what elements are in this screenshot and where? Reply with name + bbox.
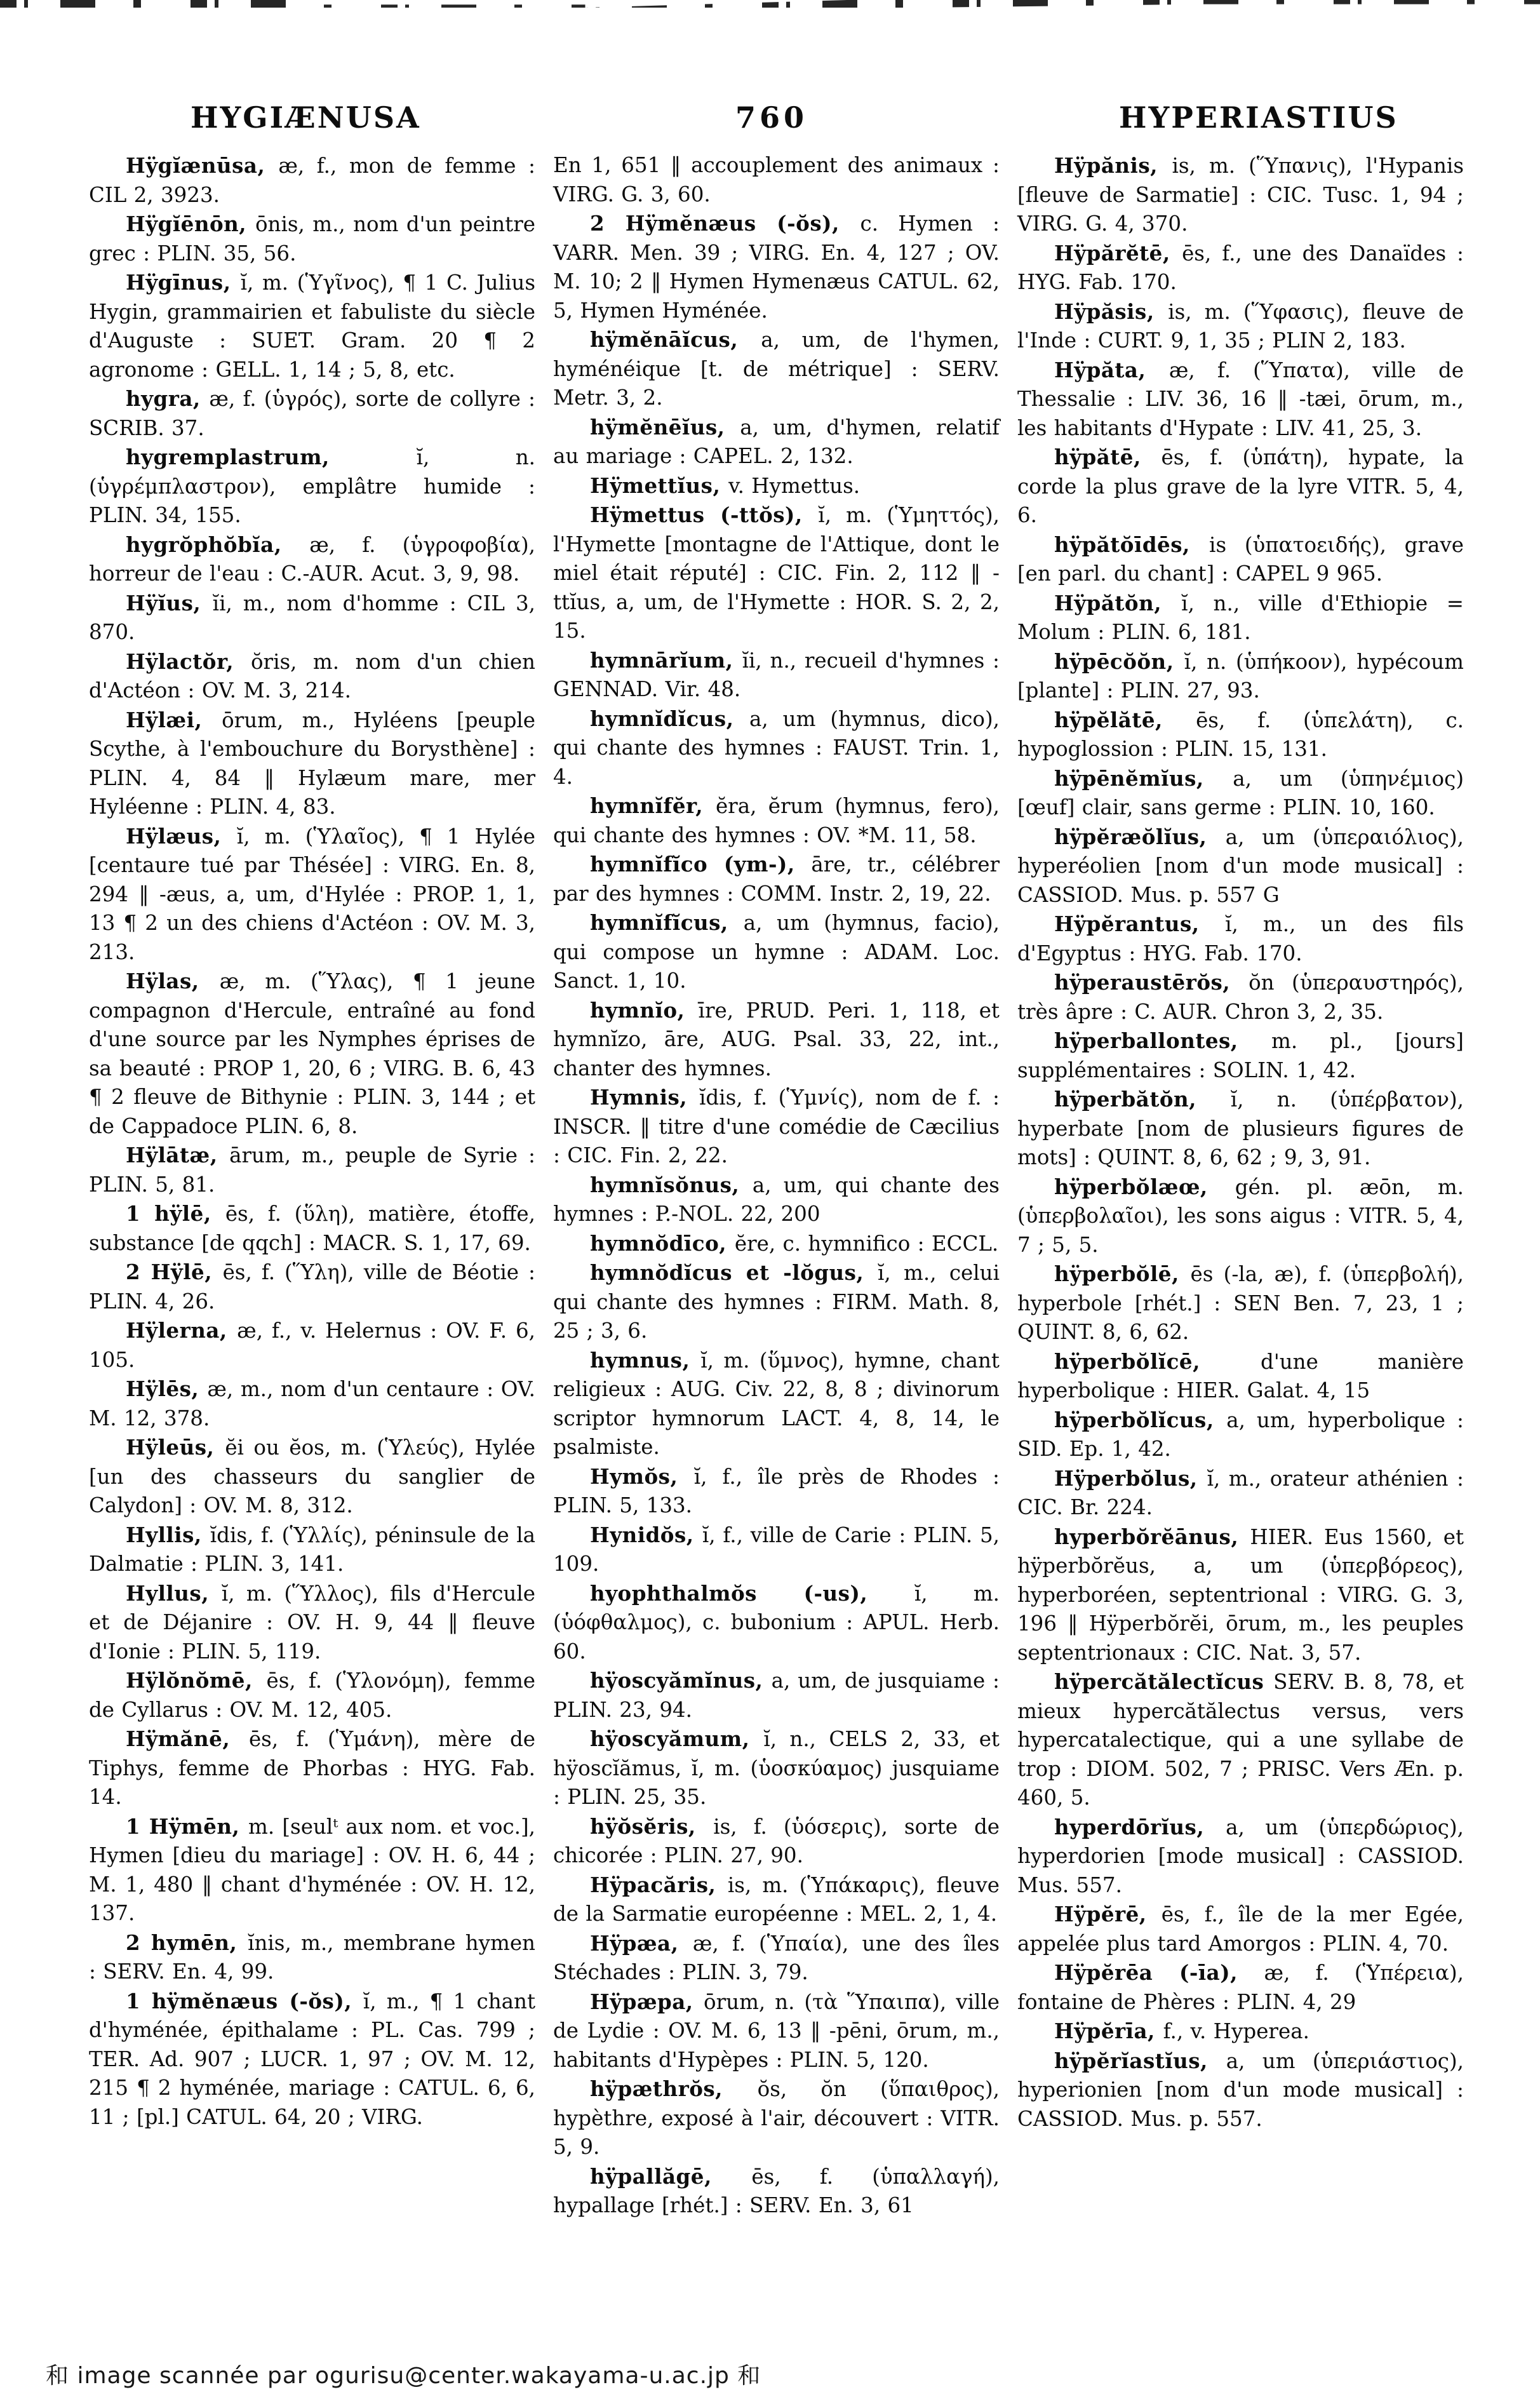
entry-headword: hÿpercătălectĭcus	[1054, 1669, 1274, 1694]
entry-headword: hymnŏdīco,	[590, 1230, 735, 1256]
entry-headword: 1 hÿlē,	[126, 1201, 225, 1226]
dictionary-entry: hÿpēnĕmĭus, a, um (ὑπηνέμιος) [œuf] clair, sans germe : PLIN. 10, 160.	[1017, 765, 1464, 819]
dictionary-entry: Hÿlæus, ĭ, m. (Ὑλαῖος), ¶ 1 Hylée [centaure tué par Thésée] : VIRG. En. 8, 294 ‖ -æus, a, um, d'Hylée : PROP. 1, 1, 13 ¶ 2 un des chiens d'Actéon : OV. M. 3, 213.	[89, 823, 536, 964]
entry-headword: Hÿgĭēnōn,	[126, 212, 255, 236]
entry-headword: Hÿpăsis,	[1054, 299, 1168, 324]
dictionary-entry: Hÿgīnus, ĭ, m. (Ὑγῖνος), ¶ 1 C. Julius Hygin, grammairien et fabuliste du siècle d'Auguste : SUET. Gram. 20 ¶ 2 agronome : GELL. 1, 14 ; 5, 8, etc.	[89, 270, 535, 382]
dictionary-entry: hÿpallăgē, ēs, f. (ὑπαλλαγή), hypallage [rhét.] : SERV. En. 3, 61	[553, 2163, 1000, 2217]
dictionary-entry: hÿpĕlătē, ēs, f. (ὑπελάτη), c. hypoglossion : PLIN. 15, 131.	[1017, 707, 1464, 761]
entry-headword: hÿpĕrĭastĭus,	[1054, 2048, 1226, 2073]
entry-headword: hÿmĕnēĭus,	[590, 414, 740, 440]
clipped-print-fragments	[0, 0, 1540, 8]
entry-headword: Hÿlas,	[126, 969, 220, 993]
dictionary-entry: hymnĭsŏnus, a, um, qui chante des hymnes : P.-NOL. 22, 200	[553, 1172, 1000, 1226]
dictionary-entry: Hÿpăsis, is, m. (Ὕφασις), fleuve de l'Inde : CURT. 9, 1, 35 ; PLIN 2, 183.	[1017, 299, 1464, 353]
dictionary-entry: hÿpătē, ēs, f. (ὑπάτη), hypate, la corde la plus grave de la lyre VITR. 5, 4, 6.	[1017, 445, 1464, 527]
dictionary-entry: Hyllus, ĭ, m. (Ὕλλος), fils d'Hercule et de Déjanire : OV. H. 9, 44 ‖ fleuve d'Ionie : PLIN. 5, 119.	[89, 1580, 535, 1663]
entry-headword: hymnus,	[590, 1347, 701, 1373]
dictionary-entry: Hÿpĕrantus, ĭ, m., un des fils d'Egyptus : HYG. Fab. 170.	[1017, 911, 1464, 965]
entry-headword: hÿmĕnāĭcus,	[590, 327, 761, 352]
dictionary-entry: Hÿpăta, æ, f. (Ὕπατα), ville de Thessalie : LIV. 36, 16 ‖ -tæi, ōrum, m., les habitants d'Hypate : LIV. 41, 25, 3.	[1017, 357, 1464, 440]
entry-headword: hymnĭfĭcus,	[590, 910, 744, 935]
entry-headword: hÿperbŏlē,	[1054, 1261, 1191, 1286]
entry-headword: hÿpĕræŏlĭus,	[1054, 824, 1226, 849]
entry-headword: Hÿpĕrantus,	[1054, 911, 1226, 936]
dictionary-entry: Hÿlæi, ōrum, m., Hyléens [peuple Scythe, à l'embouchure du Borysthène] : PLIN. 4, 84 ‖ Hylæum mare, mer Hyléenne : PLIN. 4, 83.	[89, 707, 535, 819]
entry-headword: hyperdōrĭus,	[1054, 1814, 1226, 1839]
dictionary-entry: hymnĭfĕr, ĕra, ĕrum (hymnus, fero), qui chante des hymnes : OV. *M. 11, 58.	[553, 793, 1000, 847]
entry-headword: Hyllis,	[126, 1522, 210, 1547]
entry-headword: Hÿlātæ,	[126, 1143, 230, 1167]
entry-headword: hymnĭdĭcus,	[590, 706, 749, 731]
dictionary-entry: Hÿpacăris, is, m. (Ὑπάκαρις), fleuve de la Sarmatie européenne : MEL. 2, 1, 4.	[553, 1872, 1000, 1926]
header-page-number: 760	[735, 100, 808, 135]
dictionary-entry: hÿpercătălectĭcus SERV. B. 8, 78, et mieux hypercătălectus versus, vers hypercatalectique, qui a une syllabe de trop : DIOM. 502, 7 ; PRISC. Vers Æn. p. 460, 5.	[1017, 1669, 1464, 1810]
dictionary-entry: hymnus, ĭ, m. (ὕμνος), hymne, chant religieux : AUG. Civ. 22, 8, 8 ; divinorum scriptor hymnorum LACT. 4, 8, 14, le psalmiste.	[553, 1347, 1000, 1459]
entry-headword: Hÿgīnus,	[126, 270, 241, 295]
dictionary-entry: Hÿlŏnŏmē, ēs, f. (Ὑλονόμη), femme de Cyllarus : OV. M. 12, 405.	[89, 1668, 535, 1722]
header-left-guideword: HYGIÆNUSA	[191, 100, 421, 135]
dictionary-entry: hÿoscyămĭnus, a, um, de jusquiame : PLIN. 23, 94.	[553, 1668, 1000, 1722]
entry-headword: 2 hymēn,	[126, 1930, 248, 1955]
entry-headword: Hÿmănē,	[126, 1726, 249, 1751]
dictionary-entry: hymnŏdīco, ĕre, c. hymnifico : ECCL.	[590, 1230, 999, 1256]
dictionary-entry: En 1, 651 ‖ accouplement des animaux : VIRG. G. 3, 60.	[553, 153, 1000, 206]
entry-headword: 1 hÿmĕnæus (-ŏs),	[126, 1988, 363, 2013]
dictionary-entry: hÿperballontes, m. pl., [jours] supplémentaires : SOLIN. 1, 42.	[1017, 1028, 1464, 1082]
dictionary-entry: hyophthalmŏs (-us), ĭ, m. (ὑόφθαλμος), c. bubonium : APUL. Herb. 60.	[553, 1580, 1000, 1663]
dictionary-entry: Hÿleūs, ĕi ou ĕos, m. (Ὑλεύς), Hylée [un des chasseurs du sanglier de Calydon] : OV. M. 8, 312.	[89, 1435, 536, 1517]
dictionary-column-3	[1017, 151, 1464, 2221]
dictionary-entry: 1 Hÿmēn, m. [seulᵗ aux nom. et voc.], Hymen [dieu du mariage] : OV. H. 6, 44 ; M. 1, 480 ‖ chant d'hyménée : OV. H. 12, 137.	[89, 1813, 536, 1925]
entry-headword: 1 Hÿmēn,	[126, 1813, 249, 1839]
dictionary-entry: hÿpēcŏŏn, ĭ, n. (ὑπήκοον), hypécoum [plante] : PLIN. 27, 93.	[1017, 649, 1464, 702]
dictionary-entry: hÿperbŏlæœ, gén. pl. æōn, m. (ὑπερβολαῖοι), les sons aigus : VITR. 5, 4, 7 ; 5, 5.	[1017, 1174, 1464, 1257]
entry-headword: Hÿperbŏlus,	[1054, 1465, 1207, 1491]
entry-headword: hygra,	[126, 386, 210, 411]
entry-headword: Hÿpĕrē,	[1054, 1902, 1162, 1926]
entry-headword: hymnĭfĭco (ym-),	[590, 852, 812, 877]
entry-headword: hÿoscyămĭnus,	[590, 1668, 772, 1693]
dictionary-entry: Hÿlēs, æ, m., nom d'un centaure : OV. M. 12, 378.	[89, 1376, 535, 1430]
dictionary-entry: 1 hÿmĕnæus (-ŏs), ĭ, m., ¶ 1 chant d'hyménée, épithalame : PL. Cas. 799 ; TER. Ad. 907 ; LUCR. 1, 97 ; OV. M. 12, 215 ¶ 2 hyménée, mariage : CATUL. 6, 6, 11 ; [pl.] CATUL. 64, 20 ; VIRG.	[89, 1988, 536, 2129]
entry-headword: Hÿlæi,	[126, 707, 222, 732]
dictionary-entry: hymnĭfĭcus, a, um (hymnus, facio), qui compose un hymne : ADAM. Loc. Sanct. 1, 10.	[553, 910, 1000, 993]
entry-headword: hÿpătē,	[1054, 445, 1162, 469]
dictionary-entry: Hÿpănis, is, m. (Ὕπανις), l'Hypanis [fleuve de Sarmatie] : CIC. Tusc. 1, 94 ; VIRG. G. 4, 370.	[1017, 153, 1464, 236]
dictionary-entry: Hÿpæpa, ōrum, n. (τὰ Ὕπαιπα), ville de Lydie : OV. M. 6, 13 ‖ -pēni, ōrum, m., habitants d'Hypèpes : PLIN. 5, 120.	[553, 1989, 1000, 2072]
entry-headword: hymnŏdĭcus et -lŏgus,	[590, 1260, 878, 1285]
dictionary-entry: hymnārĭum, ĭi, n., recueil d'hymnes : GENNAD. Vir. 48.	[553, 647, 1000, 701]
entry-headword: hymnĭsŏnus,	[590, 1172, 753, 1197]
entry-headword: Hÿpĕrīa,	[1054, 2019, 1163, 2043]
dictionary-entry: Hÿlerna, æ, f., v. Helernus : OV. F. 6, 105.	[89, 1318, 535, 1372]
entry-headword: Hÿlerna,	[126, 1318, 238, 1343]
dictionary-entry: hÿŏsĕris, is, f. (ὑόσερις), sorte de chicorée : PLIN. 27, 90.	[553, 1813, 1000, 1867]
dictionary-entry: hÿpæthrŏs, ŏs, ŏn (ὕπαιθρος), hypèthre, exposé à l'air, découvert : VITR. 5, 9.	[553, 2076, 1000, 2159]
entry-headword: hÿpæthrŏs,	[590, 2076, 758, 2101]
entry-headword: Hÿĭus,	[126, 590, 213, 615]
entry-headword: Hÿpănis,	[1054, 153, 1172, 178]
entry-headword: hÿoscyămum,	[590, 1726, 764, 1751]
dictionary-entry: 2 Hÿmĕnæus (-ŏs), c. Hymen : VARR. Men. 39 ; VIRG. En. 4, 127 ; OV. M. 10; 2 ‖ Hymen Hymenæus CATUL. 62, 5, Hymen Hyménée.	[553, 211, 1000, 323]
entry-headword: Hÿlactŏr,	[126, 649, 251, 674]
entry-headword: hÿpătŏīdēs,	[1054, 532, 1210, 557]
dictionary-columns	[89, 151, 1464, 2221]
dictionary-entry: Hÿperbŏlus, ĭ, m., orateur athénien : CIC. Br. 224.	[1017, 1465, 1464, 1519]
dictionary-entry: hymnĭfĭco (ym-), āre, tr., célébrer par des hymnes : COMM. Instr. 2, 19, 22.	[553, 852, 1000, 906]
entry-headword: Hÿpătŏn,	[1054, 590, 1182, 615]
entry-headword: hÿpēcŏŏn,	[1054, 649, 1184, 674]
entry-headword: 2 Hÿlē,	[126, 1260, 223, 1284]
dictionary-entry: Hÿpărĕtē, ēs, f., une des Danaïdes : HYG. Fab. 170.	[1017, 240, 1464, 294]
entry-headword: hyophthalmŏs (-us),	[590, 1580, 914, 1606]
dictionary-entry: hÿperbŏlĭcus, a, um, hyperbolique : SID. Ep. 1, 42.	[1017, 1407, 1464, 1461]
dictionary-entry: hÿperbŏlē, ēs (-la, æ), f. (ὑπερβολή), hyperbole [rhét.] : SEN Ben. 7, 23, 1 ; QUINT. 8, 6, 62.	[1017, 1261, 1464, 1344]
dictionary-entry: Hÿgĭēnōn, ōnis, m., nom d'un peintre grec : PLIN. 35, 56.	[89, 212, 535, 265]
dictionary-entry: hygra, æ, f. (ὑγρός), sorte de collyre : SCRIB. 37.	[89, 386, 535, 440]
dictionary-entry: Hÿpĕrīa, f., v. Hyperea.	[1054, 2019, 1309, 2043]
entry-headword: Hynidŏs,	[590, 1522, 702, 1547]
dictionary-entry: Hÿmettus (-ttŏs), ĭ, m. (Ὑμηττός), l'Hymette [montagne de l'Attique, dont le miel était réputé] : CIC. Fin. 2, 112 ‖ -ttĭus, a, um, de l'Hymette : HOR. S. 2, 2, 15.	[553, 502, 1000, 643]
dictionary-entry: hymnĭdĭcus, a, um (hymnus, dico), qui chante des hymnes : FAUST. Trin. 1, 4.	[553, 706, 1000, 789]
entry-headword: hÿperbŏlĭcē,	[1054, 1348, 1261, 1374]
entry-headword: Hÿpărĕtē,	[1054, 240, 1182, 265]
dictionary-entry: 1 hÿlē, ēs, f. (ὕλη), matière, étoffe, substance [de qqch] : MACR. S. 1, 17, 69.	[89, 1201, 535, 1255]
dictionary-entry: Hynidŏs, ĭ, f., ville de Carie : PLIN. 5, 109.	[553, 1522, 1000, 1576]
entry-headword: Hÿpæa,	[590, 1930, 693, 1956]
entry-headword: Hÿpĕrēa (-īa),	[1054, 1960, 1264, 1985]
dictionary-entry: Hyllis, ĭdis, f. (Ὑλλίς), péninsule de la Dalmatie : PLIN. 3, 141.	[89, 1522, 535, 1576]
dictionary-entry: Hÿpĕrē, ēs, f., île de la mer Egée, appelée plus tard Amorgos : PLIN. 4, 70.	[1017, 1902, 1464, 1956]
dictionary-entry: hÿperbŏlĭcē, d'une manière hyperbolique : HIER. Galat. 4, 15	[1017, 1348, 1464, 1402]
dictionary-entry: hÿpĕrĭastĭus, a, um (ὑπεριάστιος), hyperionien [nom d'un mode musical] : CASSIOD. Mus. p. 557.	[1017, 2048, 1464, 2131]
entry-headword: Hÿgĭænūsa,	[126, 153, 279, 178]
entry-headword: Hÿlæus,	[126, 823, 237, 849]
entry-headword: hygremplastrum,	[126, 445, 417, 469]
entry-headword: hÿpallăgē,	[590, 2163, 752, 2189]
dictionary-entry: 2 hymēn, ĭnis, m., membrane hymen : SERV. En. 4, 99.	[89, 1930, 535, 1984]
entry-headword: hÿperbătŏn,	[1054, 1087, 1231, 1112]
dictionary-column-1	[89, 151, 535, 2221]
dictionary-entry: hÿperaustērŏs, ŏn (ὑπεραυστηρός), très âpre : C. AUR. Chron 3, 2, 35.	[1017, 970, 1464, 1024]
entry-headword: 2 Hÿmĕnæus (-ŏs),	[590, 211, 860, 236]
dictionary-entry: hÿpătŏīdēs, is (ὑπατοειδής), grave [en parl. du chant] : CAPEL 9 965.	[1017, 532, 1464, 586]
dictionary-entry: Hÿlātæ, ārum, m., peuple de Syrie : PLIN. 5, 81.	[89, 1143, 535, 1197]
entry-headword: Hÿpacăris,	[590, 1872, 728, 1897]
entry-headword: Hymŏs,	[590, 1463, 694, 1489]
entry-headword: hÿpĕlătē,	[1054, 707, 1196, 732]
dictionary-column-2	[553, 151, 1000, 2221]
dictionary-entry: hÿoscyămum, ĭ, n., CELS 2, 33, et hÿoscĭămus, ĭ, m. (ὑοσκύαμος) jusquiame : PLIN. 25, 35.	[553, 1726, 1000, 1809]
dictionary-entry: Hÿpătŏn, ĭ, n., ville d'Ethiopie = Molum : PLIN. 6, 181.	[1017, 590, 1464, 644]
dictionary-entry: hÿperbătŏn, ĭ, n. (ὑπέρβατον), hyperbate [nom de plusieurs figures de mots] : QUINT. 8, 6, 62 ; 9, 3, 91.	[1017, 1087, 1464, 1169]
entry-headword: hÿperbŏlĭcus,	[1054, 1407, 1227, 1432]
dictionary-entry: Hÿlas, æ, m. (Ὕλας), ¶ 1 jeune compagnon d'Hercule, entraîné au fond d'une source par les Nymphes éprises de sa beauté : PROP 1, 20, 6 ; VIRG. B. 6, 43 ¶ 2 fleuve de Bithynie : PLIN. 3, 144 ; et de Cappadoce PLIN. 6, 8.	[89, 969, 535, 1138]
dictionary-entry: Hÿmettĭus, v. Hymettus.	[590, 473, 860, 498]
dictionary-entry: hyperbŏrĕānus, HIER. Eus 1560, et hÿperbŏrĕus, a, um (ὑπερβόρεος), hyperboréen, septentrional : VIRG. G. 3, 196 ‖ Hÿperbŏrĕi, ōrum, m., les peuples septentrionaux : CIC. Nat. 3, 57.	[1017, 1524, 1464, 1665]
entry-headword: Hÿpæpa,	[590, 1989, 704, 2014]
entry-headword: hÿperbŏlæœ,	[1054, 1174, 1235, 1199]
entry-headword: Hÿleūs,	[126, 1435, 225, 1460]
dictionary-entry: Hÿpĕrēa (-īa), æ, f. (Ὑπέρεια), fontaine de Phères : PLIN. 4, 29	[1017, 1960, 1464, 2014]
entry-headword: hÿpēnĕmĭus,	[1054, 765, 1233, 791]
dictionary-entry: hymnŏdĭcus et -lŏgus, ĭ, m., celui qui chante des hymnes : FIRM. Math. 8, 25 ; 3, 6.	[553, 1260, 1000, 1343]
entry-headword: hymnārĭum,	[590, 647, 742, 673]
entry-headword: Hyllus,	[126, 1580, 222, 1606]
dictionary-entry: Hÿgĭænūsa, æ, f., mon de femme : CIL 2, 3923.	[89, 153, 535, 207]
entry-headword: hymnĭfĕr,	[590, 793, 716, 818]
dictionary-entry: Hymŏs, ĭ, f., île près de Rhodes : PLIN. 5, 133.	[553, 1463, 1000, 1517]
scan-attribution-footer: 和 image scannée par ogurisu@center.wakayama-u.ac.jp 和	[46, 2363, 761, 2389]
entry-headword: Hÿmettĭus,	[590, 473, 729, 498]
entry-headword: hÿperballontes,	[1054, 1028, 1272, 1053]
entry-headword: hyperbŏrĕānus,	[1054, 1524, 1250, 1549]
dictionary-entry: Hÿpæa, æ, f. (Ὑπαία), une des îles Stéchades : PLIN. 3, 79.	[553, 1930, 1000, 1984]
dictionary-entry: hymnĭo, īre, PRUD. Peri. 1, 118, et hymnĭzo, āre, AUG. Psal. 33, 22, int., chanter des hymnes.	[553, 997, 1000, 1080]
entry-headword: Hÿmettus (-ttŏs),	[590, 502, 819, 527]
running-header	[0, 100, 1540, 145]
dictionary-entry: hygrŏphŏbĭa, æ, f. (ὑγροφοβία), horreur de l'eau : C.-AUR. Acut. 3, 9, 98.	[89, 532, 535, 586]
entry-headword: Hÿlŏnŏmē,	[126, 1668, 267, 1693]
dictionary-entry: Hÿĭus, ĭi, m., nom d'homme : CIL 3, 870.	[89, 590, 535, 644]
entry-headword: Hÿlēs,	[126, 1376, 208, 1401]
dictionary-entry: Hÿlactŏr, ŏris, m. nom d'un chien d'Actéon : OV. M. 3, 214.	[89, 649, 535, 702]
entry-headword: hÿŏsĕris,	[590, 1813, 714, 1839]
entry-headword: Hymnis,	[590, 1085, 699, 1110]
dictionary-entry: hÿpĕræŏlĭus, a, um (ὑπεραιόλιος), hyperéolien [nom d'un mode musical] : CASSIOD. Mus. p. 557 G	[1017, 824, 1464, 907]
dictionary-entry: Hÿmănē, ēs, f. (Ὑμάνη), mère de Tiphys, femme de Phorbas : HYG. Fab. 14.	[89, 1726, 535, 1809]
dictionary-entry: hyperdōrĭus, a, um (ὑπερδώριος), hyperdorien [mode musical] : CASSIOD. Mus. 557.	[1017, 1814, 1464, 1897]
entry-headword: hÿperaustērŏs,	[1054, 970, 1249, 995]
entry-headword: Hÿpăta,	[1054, 357, 1169, 382]
header-right-guideword: HYPERIASTIUS	[1119, 100, 1398, 135]
dictionary-entry: hÿmĕnāĭcus, a, um, de l'hymen, hyménéique [t. de métrique] : SERV. Metr. 3, 2.	[553, 327, 1000, 410]
entry-headword: hymnĭo,	[590, 997, 699, 1023]
dictionary-entry: hÿmĕnēĭus, a, um, d'hymen, relatif au mariage : CAPEL. 2, 132.	[553, 414, 1000, 468]
dictionary-entry: 2 Hÿlē, ēs, f. (Ὕλη), ville de Béotie : PLIN. 4, 26.	[89, 1260, 535, 1314]
dictionary-entry: hygremplastrum, ĭ, n. (ὑγρέμπλαστρον), emplâtre humide : PLIN. 34, 155.	[89, 445, 535, 527]
dictionary-entry: Hymnis, ĭdis, f. (Ὑμνίς), nom de f. : INSCR. ‖ titre d'une comédie de Cæcilius : CIC. Fin. 2, 22.	[553, 1085, 1000, 1167]
entry-headword: hygrŏphŏbĭa,	[126, 532, 310, 557]
